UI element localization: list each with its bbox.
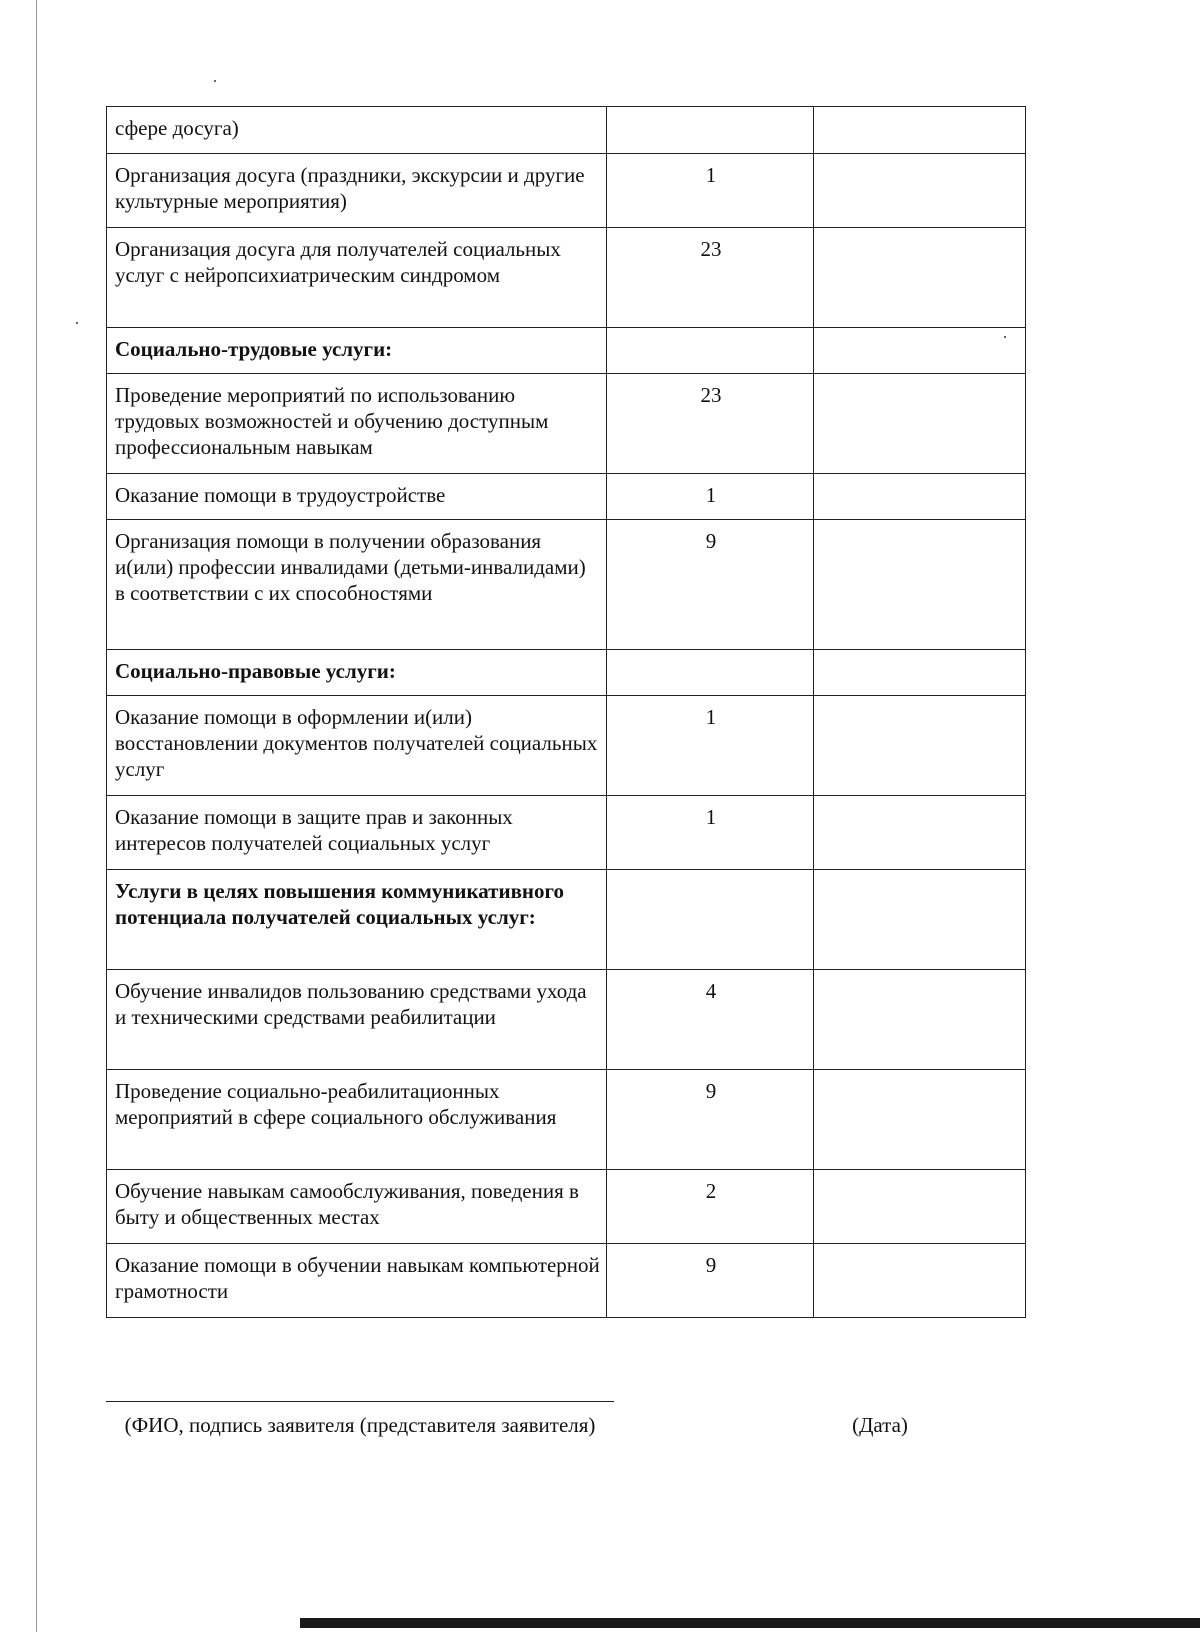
section-header-row — [107, 870, 1026, 970]
service-name-cell: Организация помощи в получении образования и(или) профессии инвалидами (детьми-инвалидами) в соответствии с их способностями — [107, 520, 607, 650]
section-header-cell: Социально-трудовые услуги: — [107, 328, 607, 374]
table-row — [107, 228, 1026, 328]
section-header-row — [107, 328, 1026, 374]
table-row — [107, 107, 1026, 154]
signature-line — [106, 1401, 614, 1402]
count-cell: 9 — [607, 1244, 814, 1318]
count-cell — [607, 650, 814, 696]
extra-cell — [814, 970, 1026, 1070]
section-header-cell: Услуги в целях повышения коммуникативного потенциала получателей социальных услуг: — [107, 870, 607, 970]
service-name-cell: Оказание помощи в оформлении и(или) восстановлении документов получателей социальных услуг — [107, 696, 607, 796]
extra-cell — [814, 107, 1026, 154]
count-cell: 9 — [607, 520, 814, 650]
table-row — [107, 1070, 1026, 1170]
table-row — [107, 474, 1026, 520]
section-header-cell: Социально-правовые услуги: — [107, 650, 607, 696]
count-cell — [607, 870, 814, 970]
count-cell: 23 — [607, 374, 814, 474]
count-cell: 23 — [607, 228, 814, 328]
table-row — [107, 696, 1026, 796]
scan-edge-bottom — [300, 1618, 1200, 1628]
extra-cell — [814, 520, 1026, 650]
count-cell: 4 — [607, 970, 814, 1070]
extra-cell — [814, 870, 1026, 970]
scan-speck — [214, 80, 216, 82]
extra-cell — [814, 796, 1026, 870]
extra-cell — [814, 228, 1026, 328]
count-cell — [607, 107, 814, 154]
service-name-cell: Обучение инвалидов пользованию средствами ухода и техническими средствами реабилитации — [107, 970, 607, 1070]
services-table — [106, 106, 1026, 1318]
count-cell: 1 — [607, 154, 814, 228]
service-name-cell: Проведение мероприятий по использованию трудовых возможностей и обучению доступным профессиональным навыкам — [107, 374, 607, 474]
service-name-cell: Проведение социально-реабилитационных мероприятий в сфере социального обслуживания — [107, 1070, 607, 1170]
extra-cell — [814, 1244, 1026, 1318]
count-cell: 2 — [607, 1170, 814, 1244]
extra-cell — [814, 650, 1026, 696]
section-header-row — [107, 650, 1026, 696]
extra-cell — [814, 154, 1026, 228]
table-row — [107, 374, 1026, 474]
extra-cell — [814, 374, 1026, 474]
extra-cell — [814, 696, 1026, 796]
count-cell — [607, 328, 814, 374]
extra-cell — [814, 1170, 1026, 1244]
count-cell: 1 — [607, 696, 814, 796]
extra-cell — [814, 474, 1026, 520]
scan-edge-left — [36, 0, 37, 1632]
table-row — [107, 796, 1026, 870]
services-table-body — [107, 107, 1026, 1318]
service-name-cell: Обучение навыкам самообслуживания, поведения в быту и общественных местах — [107, 1170, 607, 1244]
table-row — [107, 970, 1026, 1070]
scan-speck — [76, 322, 78, 324]
service-name-cell: Оказание помощи в защите прав и законных интересов получателей социальных услуг — [107, 796, 607, 870]
signature-label: (ФИО, подпись заявителя (представителя заявителя) — [124, 1413, 596, 1437]
count-cell: 9 — [607, 1070, 814, 1170]
service-name-cell: Оказание помощи в трудоустройстве — [107, 474, 607, 520]
table-row — [107, 154, 1026, 228]
extra-cell — [814, 1070, 1026, 1170]
count-cell: 1 — [607, 796, 814, 870]
table-row — [107, 1244, 1026, 1318]
service-name-cell: Организация досуга (праздники, экскурсии и другие культурные мероприятия) — [107, 154, 607, 228]
service-name-cell: Организация досуга для получателей социальных услуг с нейропсихиатрическим синдромом — [107, 228, 607, 328]
service-name-cell: Оказание помощи в обучении навыкам компьютерной грамотности — [107, 1244, 607, 1318]
extra-cell — [814, 328, 1026, 374]
date-label: (Дата) — [852, 1413, 908, 1437]
table-row — [107, 1170, 1026, 1244]
count-cell: 1 — [607, 474, 814, 520]
table-row — [107, 520, 1026, 650]
service-name-cell: сфере досуга) — [107, 107, 607, 154]
